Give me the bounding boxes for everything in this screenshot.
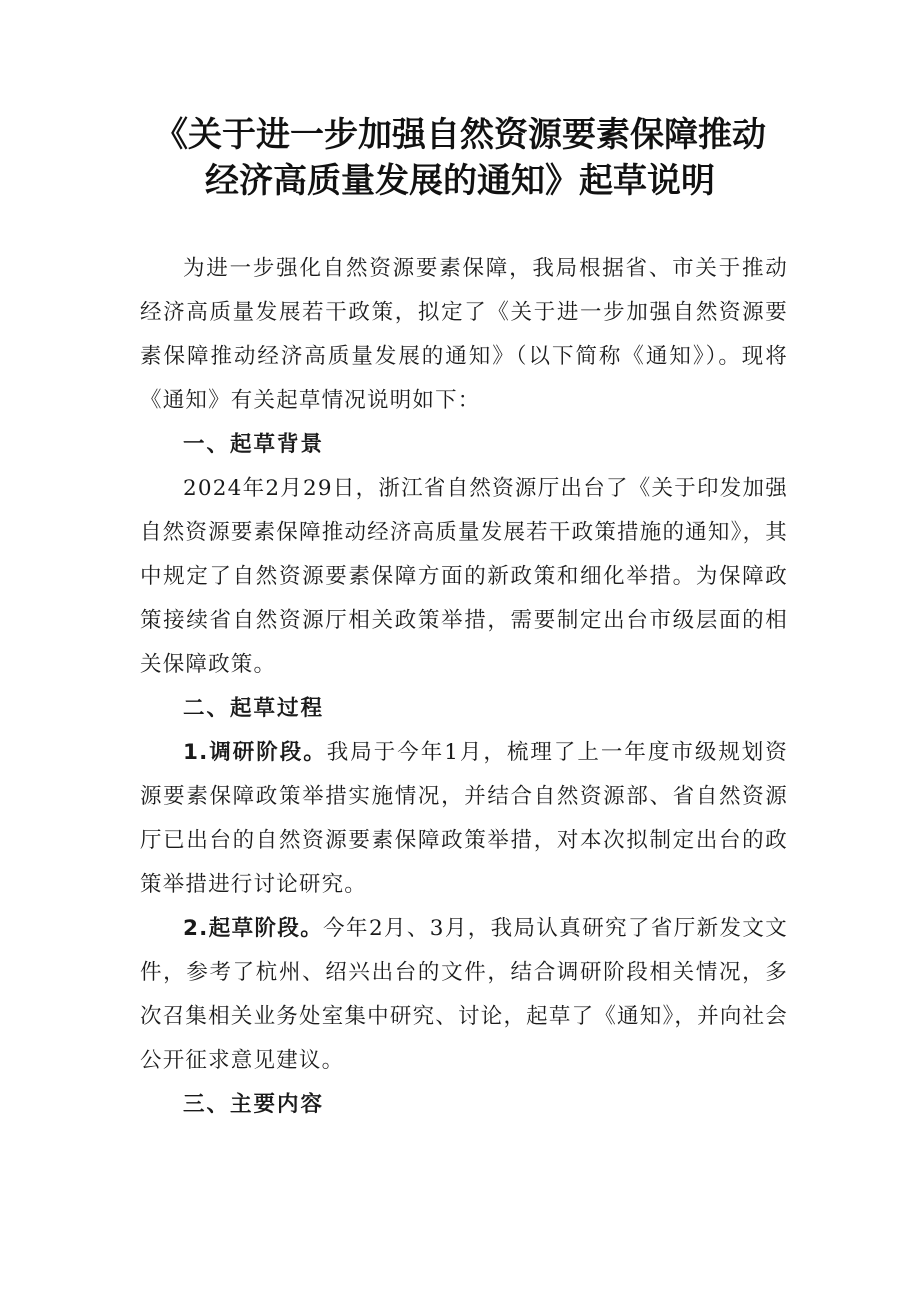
- document-title-line-1: 《关于进一步加强自然资源要素保障推动: [154, 115, 766, 155]
- document-title-line-2: 经济高质量发展的通知》起草说明: [205, 161, 715, 201]
- process-item-research-text: 我局于今年1月，梳理了上一年度市级规划资源要素保障政策举措实施情况，并结合自然资源部、省自然资源厅已出台的自然资源要素保障政策举措，对本次拟制定出台的政策举措进行讨论研究。: [140, 740, 788, 897]
- process-item-drafting: [140, 907, 788, 1083]
- process-item-drafting-lead: 2.起草阶段。: [183, 916, 324, 941]
- process-item-research-lead: 1.调研阶段。: [183, 740, 327, 765]
- process-item-drafting-text: 今年2月、3月，我局认真研究了省厅新发文文件，参考了杭州、绍兴出台的文件，结合调研阶段相关情况，多次召集相关业务处室集中研究、讨论，起草了《通知》，并向社会公开征求意见建议。: [140, 916, 789, 1073]
- background-paragraph-text-continued: 为保障政策接续省自然资源厅相关政策举措，需要制定出台市级层面的相关保障政策。: [140, 564, 788, 677]
- section-heading-background: 一、起草背景: [183, 432, 325, 457]
- background-paragraph: [140, 467, 788, 687]
- background-paragraph-text: 2024年2月29日，浙江省自然资源厅出台了《关于印发加强自然资源要素保障推动经济高质量发展若干政策措施的通知》，其中规定了自然资源要素保障方面的新政策和细化举措。: [140, 476, 788, 589]
- section-heading-content: 三、主要内容: [183, 1092, 325, 1117]
- intro-paragraph: 为进一步强化自然资源要素保障，我局根据省、市关于推动经济高质量发展若干政策，拟定了《关于进一步加强自然资源要素保障推动经济高质量发展的通知》（以下简称《通知》）。现将《通知》有关起草情况说明如下：: [140, 256, 788, 413]
- document-body: [140, 247, 788, 1127]
- section-heading-process: 二、起草过程: [183, 696, 325, 721]
- process-item-research: [140, 731, 788, 907]
